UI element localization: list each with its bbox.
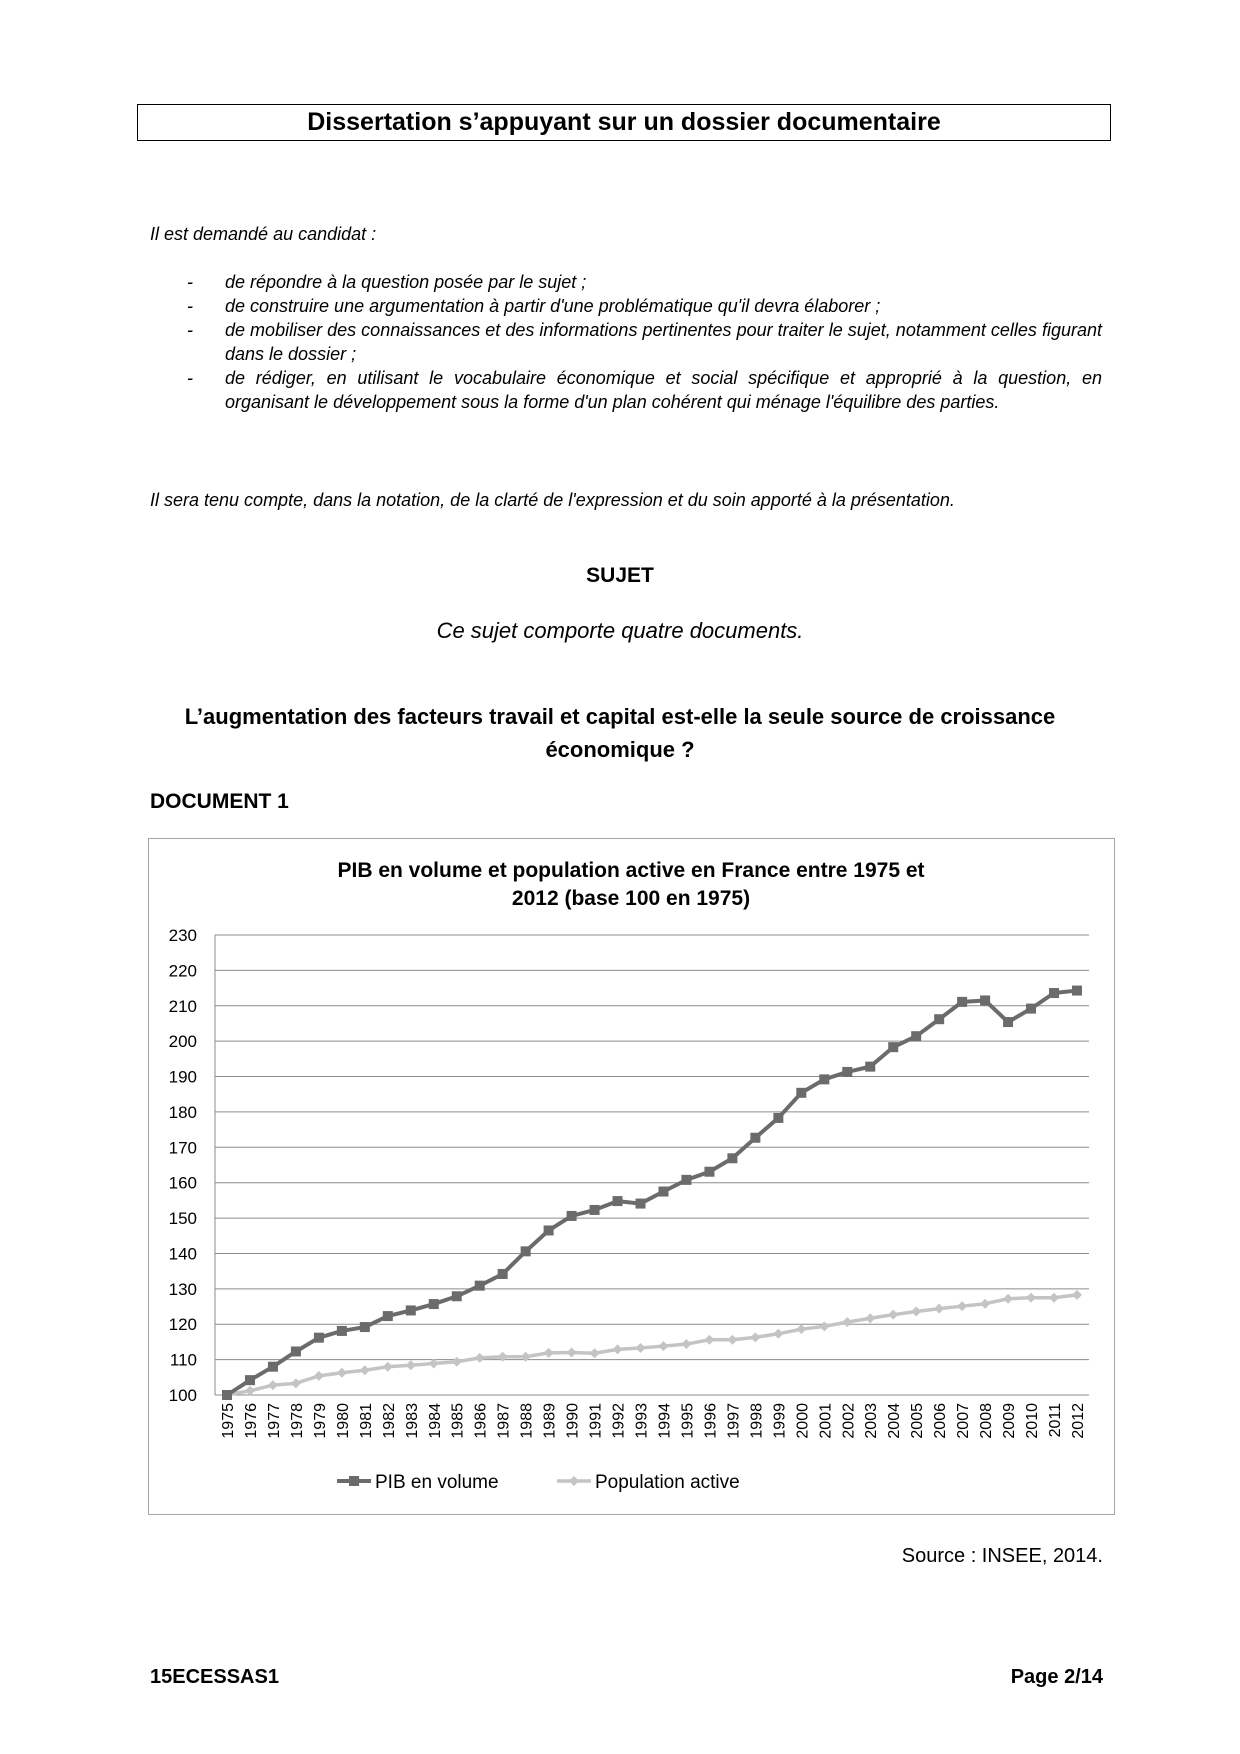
dash-bullet: - — [187, 368, 193, 388]
x-tick-label: 2008 — [978, 1403, 996, 1439]
data-point — [727, 1153, 737, 1163]
data-point — [842, 1317, 852, 1327]
data-point — [727, 1335, 737, 1345]
data-point — [590, 1348, 600, 1358]
x-tick-label: 1984 — [426, 1403, 444, 1439]
data-point — [569, 1476, 579, 1486]
data-point — [475, 1281, 485, 1291]
x-tick-label: 1976 — [242, 1403, 260, 1439]
x-tick-label: 2000 — [794, 1403, 812, 1439]
y-tick-label: 110 — [169, 1350, 197, 1370]
x-tick-label: 1985 — [449, 1403, 467, 1439]
list-item — [150, 318, 1102, 366]
data-point — [980, 1299, 990, 1309]
data-point — [406, 1305, 416, 1315]
x-tick-label: 1995 — [679, 1403, 697, 1439]
data-point — [796, 1324, 806, 1334]
data-point — [819, 1074, 829, 1084]
data-point — [337, 1326, 347, 1336]
exam-code: 15ECESSAS1 — [150, 1666, 279, 1688]
data-point — [934, 1014, 944, 1024]
data-point — [349, 1476, 359, 1486]
data-point — [291, 1346, 301, 1356]
data-point — [1003, 1294, 1013, 1304]
data-point — [590, 1205, 600, 1215]
x-tick-label: 2002 — [840, 1403, 858, 1439]
grading-note: Il sera tenu compte, dans la notation, de la clarté de l'expression et du soin apporté à la présentation. — [150, 490, 955, 510]
data-point — [773, 1329, 783, 1339]
data-point — [498, 1269, 508, 1279]
dash-bullet: - — [187, 296, 193, 316]
x-tick-label: 1982 — [380, 1403, 398, 1439]
data-point — [1026, 1004, 1036, 1014]
source-citation: Source : INSEE, 2014. — [901, 1545, 1103, 1567]
data-point — [658, 1341, 668, 1351]
data-point — [245, 1386, 255, 1396]
instruction-text: de rédiger, en utilisant le vocabulaire économique et social spécifique et approprié à la question, en organisant le développement sous la forme d'un plan cohérent qui ménage l'équilibre des parties. — [225, 368, 1102, 412]
data-point — [1003, 1017, 1013, 1027]
x-tick-label: 1980 — [334, 1403, 352, 1439]
chart-title-line: PIB en volume et population active en France entre 1975 et — [337, 859, 925, 882]
x-tick-label: 2006 — [932, 1403, 950, 1439]
x-tick-label: 1992 — [610, 1403, 628, 1439]
x-tick-label: 1981 — [357, 1403, 375, 1439]
data-point — [934, 1304, 944, 1314]
legend-label: PIB en volume — [375, 1472, 499, 1493]
data-point — [1072, 1290, 1082, 1300]
data-point — [337, 1368, 347, 1378]
instructions-list — [150, 270, 1102, 414]
x-tick-label: 1991 — [587, 1403, 605, 1439]
data-point — [567, 1211, 577, 1221]
data-point — [773, 1113, 783, 1123]
data-point — [383, 1362, 393, 1372]
legend-label: Population active — [595, 1472, 740, 1493]
x-tick-label: 2005 — [909, 1403, 927, 1439]
data-point — [475, 1353, 485, 1363]
data-point — [1049, 988, 1059, 998]
y-tick-label: 120 — [168, 1315, 197, 1335]
y-tick-label: 220 — [168, 961, 197, 981]
series-line — [227, 1295, 1077, 1395]
data-point — [222, 1390, 232, 1400]
list-item — [150, 270, 1102, 294]
y-tick-label: 150 — [168, 1209, 197, 1229]
data-point — [544, 1348, 554, 1358]
data-point — [911, 1306, 921, 1316]
data-point — [796, 1088, 806, 1098]
data-point — [406, 1360, 416, 1370]
data-point — [865, 1062, 875, 1072]
x-tick-label: 2012 — [1070, 1403, 1087, 1439]
data-point — [613, 1196, 623, 1206]
list-item — [150, 366, 1102, 414]
question: L’augmentation des facteurs travail et capital est-elle la seule source de croissance économique ? — [184, 704, 1056, 762]
instruction-text: de mobiliser des connaissances et des informations pertinentes pour traiter le sujet, notamment celles figurant dans le dossier ; — [225, 320, 1102, 364]
data-point — [360, 1365, 370, 1375]
dash-bullet: - — [187, 272, 193, 292]
data-point — [383, 1311, 393, 1321]
x-tick-label: 1978 — [288, 1403, 306, 1439]
page-title: Dissertation s’appuyant sur un dossier documentaire — [137, 104, 1111, 141]
data-point — [681, 1339, 691, 1349]
data-point — [957, 1301, 967, 1311]
data-point — [521, 1246, 531, 1256]
data-point — [704, 1335, 714, 1345]
y-tick-label: 200 — [168, 1032, 197, 1052]
data-point — [1072, 986, 1082, 996]
y-tick-label: 230 — [168, 926, 197, 945]
line-chart — [149, 839, 1114, 1514]
data-point — [636, 1199, 646, 1209]
data-point — [567, 1348, 577, 1358]
data-point — [658, 1187, 668, 1197]
data-point — [544, 1225, 554, 1235]
x-tick-label: 1993 — [633, 1403, 651, 1439]
legend-item — [337, 1472, 499, 1493]
data-point — [1026, 1293, 1036, 1303]
y-tick-label: 190 — [168, 1067, 197, 1087]
data-point — [268, 1380, 278, 1390]
x-tick-label: 1998 — [748, 1403, 766, 1439]
intro-text: Il est demandé au candidat : — [150, 224, 377, 244]
x-tick-label: 2001 — [817, 1403, 835, 1439]
x-tick-label: 2004 — [886, 1403, 904, 1439]
data-point — [819, 1321, 829, 1331]
data-point — [888, 1042, 898, 1052]
data-point — [452, 1291, 462, 1301]
series-pib-en-volume — [222, 986, 1082, 1400]
sujet-heading: SUJET — [586, 564, 654, 587]
series-population-active — [222, 1290, 1082, 1400]
x-tick-label: 1987 — [495, 1403, 513, 1439]
y-tick-label: 160 — [168, 1173, 197, 1193]
x-tick-label: 1989 — [541, 1403, 559, 1439]
x-tick-label: 2009 — [1001, 1403, 1019, 1439]
data-point — [613, 1344, 623, 1354]
data-point — [911, 1031, 921, 1041]
data-point — [980, 995, 990, 1005]
data-point — [498, 1352, 508, 1362]
document-label: DOCUMENT 1 — [150, 790, 289, 813]
data-point — [681, 1175, 691, 1185]
data-point — [1049, 1293, 1059, 1303]
y-tick-label: 170 — [168, 1138, 197, 1158]
list-item — [150, 294, 1102, 318]
y-tick-label: 140 — [168, 1244, 197, 1264]
x-tick-label: 2003 — [863, 1403, 881, 1439]
data-point — [429, 1299, 439, 1309]
y-tick-label: 100 — [168, 1386, 197, 1405]
y-tick-label: 130 — [168, 1279, 197, 1299]
x-tick-label: 1979 — [311, 1403, 329, 1439]
sujet-subtitle: Ce sujet comporte quatre documents. — [436, 618, 804, 643]
data-point — [636, 1343, 646, 1353]
x-tick-label: 1975 — [220, 1403, 237, 1439]
data-point — [245, 1375, 255, 1385]
y-tick-label: 210 — [168, 996, 197, 1016]
instruction-text: de répondre à la question posée par le sujet ; — [225, 272, 587, 292]
data-point — [888, 1310, 898, 1320]
data-point — [314, 1371, 324, 1381]
instruction-text: de construire une argumentation à partir d'une problématique qu'il devra élaborer ; — [225, 296, 881, 316]
data-point — [750, 1133, 760, 1143]
data-point — [314, 1333, 324, 1343]
x-tick-label: 2011 — [1047, 1403, 1065, 1438]
dash-bullet: - — [187, 320, 193, 340]
y-tick-label: 180 — [168, 1102, 197, 1122]
x-tick-label: 1990 — [564, 1403, 582, 1439]
data-point — [360, 1322, 370, 1332]
series-line — [227, 991, 1077, 1395]
x-tick-label: 2007 — [955, 1403, 973, 1439]
x-tick-label: 1994 — [656, 1403, 674, 1439]
x-tick-label: 1983 — [403, 1403, 421, 1439]
x-tick-label: 1996 — [702, 1403, 720, 1439]
data-point — [521, 1352, 531, 1362]
data-point — [842, 1067, 852, 1077]
x-tick-label: 1999 — [771, 1403, 789, 1439]
data-point — [268, 1362, 278, 1372]
data-point — [452, 1357, 462, 1367]
page-number: Page 2/14 — [1010, 1666, 1103, 1688]
chart-frame — [148, 838, 1115, 1515]
legend-item — [557, 1472, 740, 1493]
x-tick-label: 2010 — [1024, 1403, 1042, 1439]
data-point — [865, 1313, 875, 1323]
x-tick-label: 1997 — [725, 1403, 743, 1439]
x-tick-label: 1988 — [518, 1403, 536, 1439]
x-tick-label: 1977 — [265, 1403, 283, 1439]
data-point — [704, 1167, 714, 1177]
chart-title-line: 2012 (base 100 en 1975) — [511, 887, 751, 910]
data-point — [957, 997, 967, 1007]
x-tick-label: 1986 — [472, 1403, 490, 1439]
data-point — [291, 1378, 301, 1388]
data-point — [750, 1332, 760, 1342]
